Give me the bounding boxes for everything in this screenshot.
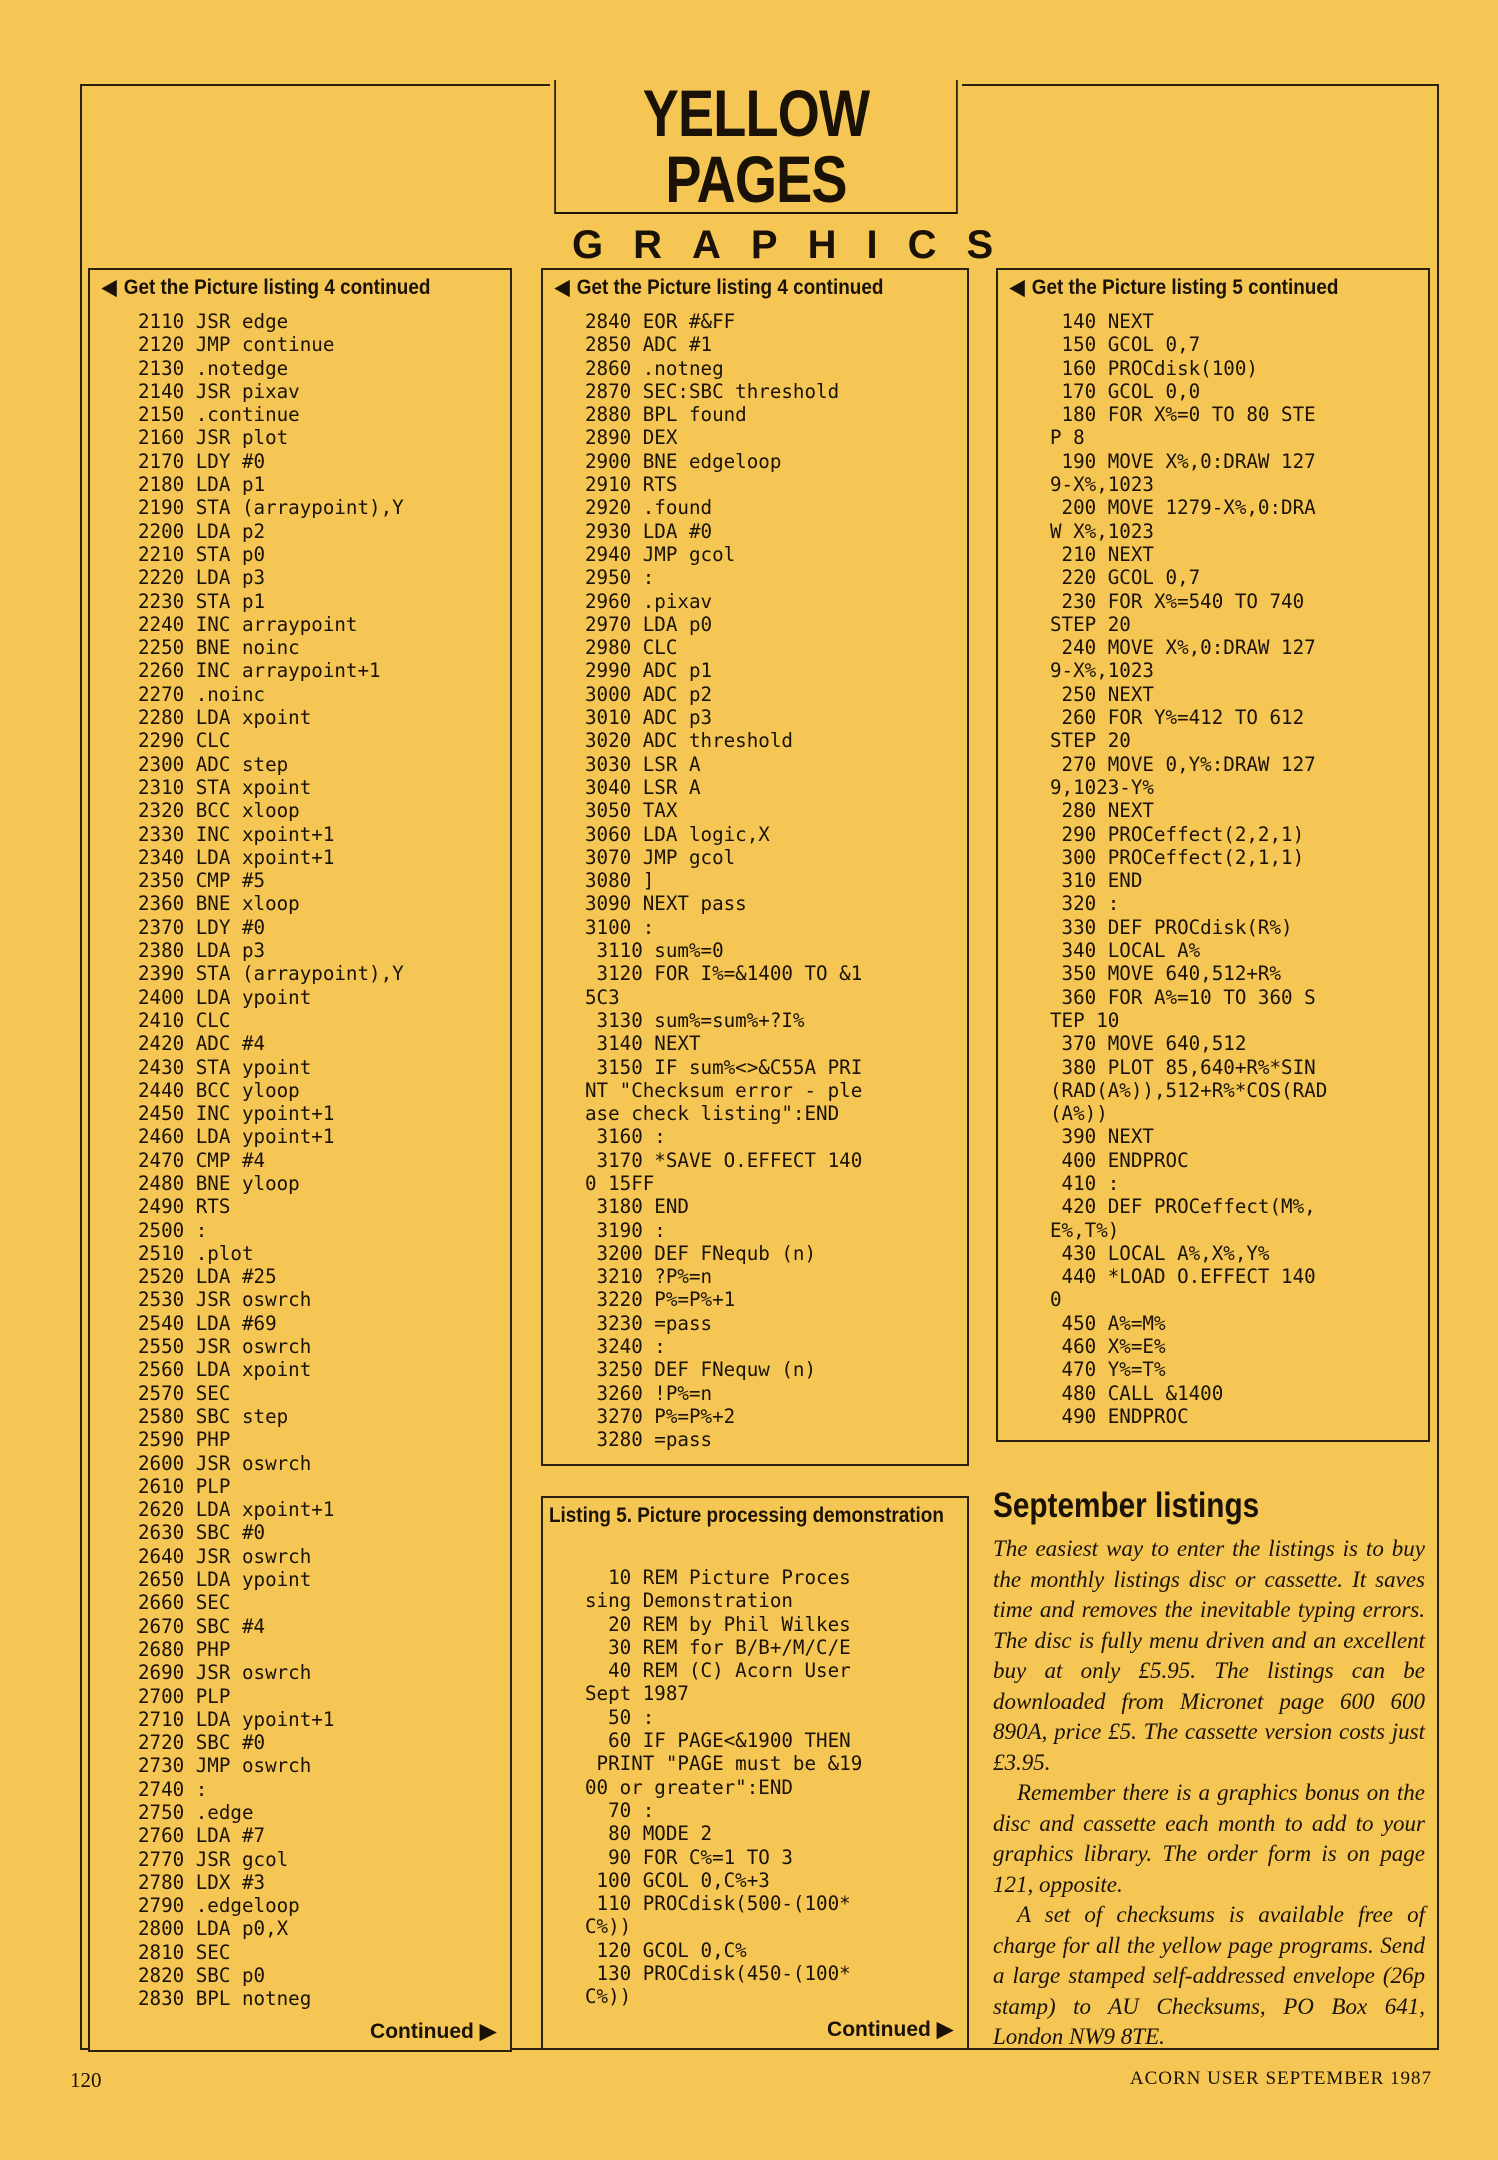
listing-title-text: Get the Picture listing 4 continued <box>123 276 431 299</box>
masthead-title: YELLOW PAGES <box>554 80 957 214</box>
code-listing: 140 NEXT 150 GCOL 0,7 160 PROCdisk(100) 170 GCOL 0,0 180 FOR X%=0 TO 80 STE P 8 190 MOVE X%,0:DRAW 127 9-X%,1023 200 MOVE 1279-X%,0:DRA W X%,1023 210 NEXT 220 GCOL 0,7 230 FOR X%=540 TO 740 STEP 20 240 MOVE X%,0:DRAW 127 9-X%,1023 250 NEXT 260 FOR Y%=412 TO 612 STEP 20 270 MOVE 0,Y%:DRAW 127 9,1023-Y% 280 NEXT 290 PROCeffect(2,2,1) 300 PROCeffect(2,1,1) 310 END 320 : 330 DEF PROCdisk(R%) 340 LOCAL A% 350 MOVE 640,512+R% 360 FOR A%=10 TO 360 S TEP 10 370 MOVE 640,512 380 PLOT 85,640+R%*SIN (RAD(A%)),512+R%*COS(RAD (A%)) 390 NEXT 400 ENDPROC 410 : 420 DEF PROCeffect(M%, E%,T%) 430 LOCAL A%,X%,Y% 440 *LOAD O.EFFECT 140 0 450 A%=M% 460 X%=E% 470 Y%=T% 480 CALL &1400 490 ENDPROC <box>1050 310 1328 1428</box>
continued-text: Continued <box>370 2020 474 2043</box>
listing-title-text: Get the Picture listing 5 continued <box>1031 276 1339 299</box>
right-triangle-icon: ▶ <box>936 2018 953 2041</box>
issue-line: ACORN USER SEPTEMBER 1987 <box>1129 2068 1432 2089</box>
code-listing: 2110 JSR edge 2120 JMP continue 2130 .notedge 2140 JSR pixav 2150 .continue 2160 JSR plot 2170 LDY #0 2180 LDA p1 2190 STA (arraypoint),Y 2200 LDA p2 2210 STA p0 2220 LDA p3 2230 STA p1 2240 INC arraypoint 2250 BNE noinc 2260 INC arraypoint+1 2270 .noinc 2280 LDA xpoint 2290 CLC 2300 ADC step 2310 STA xpoint 2320 BCC xloop 2330 INC xpoint+1 2340 LDA xpoint+1 2350 CMP #5 2360 BNE xloop 2370 LDY #0 2380 LDA p3 2390 STA (arraypoint),Y 2400 LDA ypoint 2410 CLC 2420 ADC #4 2430 STA ypoint 2440 BCC yloop 2450 INC ypoint+1 2460 LDA ypoint+1 2470 CMP #4 2480 BNE yloop 2490 RTS 2500 : 2510 .plot 2520 LDA #25 2530 JSR oswrch 2540 LDA #69 2550 JSR oswrch 2560 LDA xpoint 2570 SEC 2580 SBC step 2590 PHP 2600 JSR oswrch 2610 PLP 2620 LDA xpoint+1 2630 SBC #0 2640 JSR oswrch 2650 LDA ypoint 2660 SEC 2670 SBC #4 2680 PHP 2690 JSR oswrch 2700 PLP 2710 LDA ypoint+1 2720 SBC #0 2730 JMP oswrch 2740 : 2750 .edge 2760 LDA #7 2770 JSR gcol 2780 LDX #3 2790 .edgeloop 2800 LDA p0,X 2810 SEC 2820 SBC p0 2830 BPL notneg <box>138 310 404 2011</box>
listing-title <box>102 276 430 300</box>
left-triangle-icon: ◀ <box>555 276 570 299</box>
listing-title-text: Get the Picture listing 4 continued <box>576 276 884 299</box>
article-paragraph: A set of checksums is available free of charge for all the yellow page programs. Send a large stamped self-addressed envelope (26p stamp) to AU Checksums, PO Box 641, London NW9 8TE. <box>993 1902 1425 2049</box>
page-number: 120 <box>70 2068 102 2092</box>
listing-title <box>555 276 883 300</box>
continued-label <box>370 2019 496 2044</box>
article-paragraph: The easiest way to enter the listings is to buy the monthly listings disc or cassette. It saves time and removes the inevitable typing errors. The disc is fully menu driven and an excellent buy at only £5.95. The listings can be downloaded from Micronet page 600 600 890A, price £5. The cassette version costs just £3.95. <box>993 1536 1425 1775</box>
continued-label <box>827 2017 953 2042</box>
article-paragraph: Remember there is a graphics bonus on the disc and cassette each month to add to your graphics library. The order form is on page 121, opposite. <box>993 1780 1425 1897</box>
right-triangle-icon: ▶ <box>479 2020 496 2043</box>
left-triangle-icon: ◀ <box>1010 276 1025 299</box>
left-triangle-icon: ◀ <box>102 276 117 299</box>
continued-text: Continued <box>827 2018 931 2041</box>
listing-4-continued-box-2 <box>541 268 969 1466</box>
listing-title <box>1010 276 1338 300</box>
code-listing: 10 REM Picture Proces sing Demonstration 20 REM by Phil Wilkes 30 REM for B/B+/M/C/E 40 REM (C) Acorn User Sept 1987 50 : 60 IF PAGE<&1900 THEN PRINT "PAGE must be &19 00 or greater":END 70 : 80 MODE 2 90 FOR C%=1 TO 3 100 GCOL 0,C%+3 110 PROCdisk(500-(100* C%)) 120 GCOL 0,C% 130 PROCdisk(450-(100* C%)) <box>585 1566 863 2009</box>
article-heading: September listings <box>993 1486 1260 1525</box>
listing-4-continued-box-1 <box>88 268 512 2052</box>
masthead-subtitle: GRAPHICS <box>572 223 1024 267</box>
code-listing: 2840 EOR #&FF 2850 ADC #1 2860 .notneg 2870 SEC:SBC threshold 2880 BPL found 2890 DEX 2900 BNE edgeloop 2910 RTS 2920 .found 2930 LDA #0 2940 JMP gcol 2950 : 2960 .pixav 2970 LDA p0 2980 CLC 2990 ADC p1 3000 ADC p2 3010 ADC p3 3020 ADC threshold 3030 LSR A 3040 LSR A 3050 TAX 3060 LDA logic,X 3070 JMP gcol 3080 ] 3090 NEXT pass 3100 : 3110 sum%=0 3120 FOR I%=&1400 TO &1 5C3 3130 sum%=sum%+?I% 3140 NEXT 3150 IF sum%<>&C55A PRI NT "Checksum error - ple ase check listing":END 3160 : 3170 *SAVE O.EFFECT 140 0 15FF 3180 END 3190 : 3200 DEF FNequb (n) 3210 ?P%=n 3220 P%=P%+1 3230 =pass 3240 : 3250 DEF FNequw (n) 3260 !P%=n 3270 P%=P%+2 3280 =pass <box>585 310 863 1452</box>
listing-5-continued-box <box>996 268 1430 1442</box>
listing-title: Listing 5. Picture processing demonstration <box>549 1504 944 1527</box>
september-listings-article <box>993 1486 1425 2053</box>
listing-5-box <box>541 1496 969 2050</box>
